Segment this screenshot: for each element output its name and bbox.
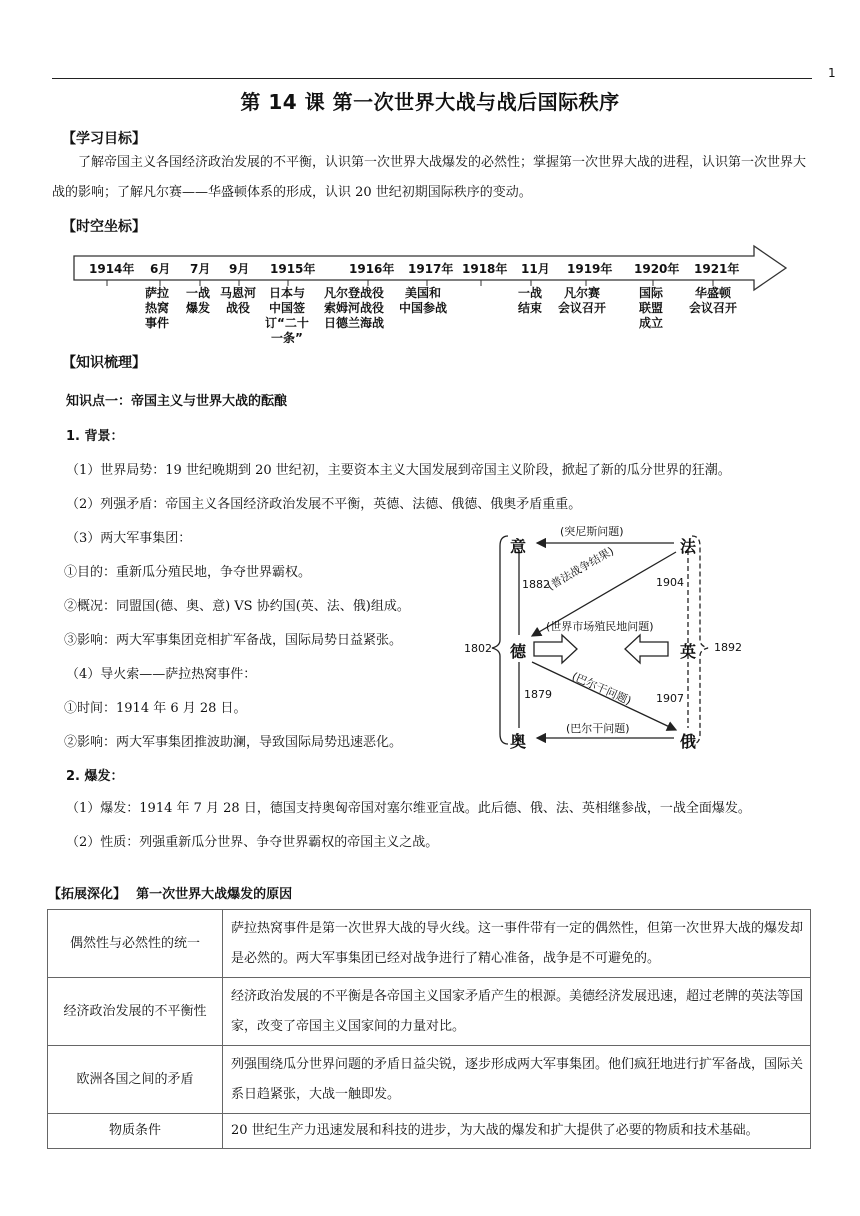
table-key: 经济政治发展的不平衡性: [48, 978, 223, 1046]
timeline-label: 1916年: [349, 262, 395, 276]
timeline-heading: 【时空坐标】: [62, 219, 146, 235]
timeline-event: 美国和 中国参战: [399, 286, 448, 315]
timeline-event: 一战 结束: [518, 286, 543, 315]
bg-line: ②影响：两大军事集团推波助澜，导致国际局势迅速恶化。: [64, 735, 403, 750]
table-row: [48, 910, 811, 978]
timeline-event: 萨拉 热窝 事件: [145, 286, 170, 330]
table-key: 欧洲各国之间的矛盾: [48, 1046, 223, 1114]
timeline: [72, 244, 792, 344]
caption-balkan-bottom: (巴尔干问题): [566, 722, 630, 735]
bg-line: （3）两大军事集团：: [66, 531, 192, 546]
table-key: 物质条件: [48, 1114, 223, 1149]
bg-line: ②概况：同盟国(德、奥、意) VS 协约国(英、法、俄)组成。: [64, 599, 410, 614]
table-value: 萨拉热窝事件是第一次世界大战的导火线。这一事件带有一定的偶然性，但第一次世界大战的爆发却是必然的。两大军事集团已经对战争进行了精心准备，战争是不可避免的。: [223, 910, 811, 978]
timeline-label: 1915年: [270, 262, 316, 276]
timeline-label: 11月: [521, 262, 550, 276]
timeline-label: 6月: [150, 262, 171, 276]
node-italy: 意: [510, 537, 527, 556]
node-france: 法: [680, 537, 697, 556]
bg-line: （2）列强矛盾：帝国主义各国经济政治发展不平衡，英德、法德、俄德、俄奥矛盾重重。: [66, 497, 582, 512]
node-britain: 英: [680, 642, 697, 661]
bg-line: ③影响：两大军事集团竞相扩军备战，国际局势日益紧张。: [64, 633, 403, 648]
extension-title: 第一次世界大战爆发的原因: [136, 887, 293, 902]
goals-text: 了解帝国主义各国经济政治发展的不平衡，认识第一次世界大战爆发的必然性；掌握第一次世界大战的进程，认识第一次世界大战的影响；了解凡尔赛——华盛顿体系的形成，认识 20 世纪初期国际秩序的变动。: [52, 155, 807, 200]
bg-line: （1）世界局势：19 世纪晚期到 20 世纪初，主要资本主义大国发展到帝国主义阶段，掀起了新的瓜分世界的狂潮。: [66, 463, 731, 478]
year-1882: 1882: [522, 578, 550, 591]
timeline-event: 一战 爆发: [186, 286, 211, 315]
table-value: 20 世纪生产力迅速发展和科技的进步，为大战的爆发和扩大提供了必要的物质和技术基础。: [223, 1114, 811, 1149]
bg-line: ①时间：1914 年 6 月 28 日。: [64, 701, 247, 716]
year-1892: 1892: [714, 641, 742, 654]
header-rule: [52, 78, 812, 79]
node-germany: 德: [510, 642, 527, 661]
page-title: 第 14 课 第一次世界大战与战后国际秩序: [240, 90, 620, 114]
year-1802: 1802: [464, 642, 492, 655]
knowledge-heading: 【知识梳理】: [62, 355, 146, 371]
bg-line: ①目的：重新瓜分殖民地，争夺世界霸权。: [64, 565, 312, 580]
outbreak-line: （2）性质：列强重新瓜分世界、争夺世界霸权的帝国主义之战。: [66, 835, 439, 850]
table-value: 经济政治发展的不平衡是各帝国主义国家矛盾产生的根源。美德经济发展迅速，超过老牌的英法等国家，改变了帝国主义国家间的力量对比。: [223, 978, 811, 1046]
alliance-diagram: [462, 520, 740, 752]
timeline-label: 1918年: [462, 262, 508, 276]
timeline-label: 1917年: [408, 262, 454, 276]
table-row: [48, 978, 811, 1046]
timeline-event: 日本与 中国签 订“二十 一条”: [265, 286, 309, 345]
year-1879: 1879: [524, 688, 552, 701]
table-row: [48, 1114, 811, 1149]
caption-franco-prussian: (普法战争结果): [545, 544, 617, 593]
year-1907: 1907: [656, 692, 684, 705]
background-heading: 1. 背景：: [66, 429, 124, 444]
timeline-label: 9月: [229, 262, 250, 276]
caption-tunisia: (突尼斯问题): [560, 525, 624, 538]
timeline-event: 华盛顿 会议召开: [689, 286, 738, 315]
timeline-label: 7月: [190, 262, 211, 276]
timeline-label: 1921年: [694, 262, 740, 276]
outbreak-heading: 2. 爆发：: [66, 769, 124, 784]
outbreak-line: （1）爆发：1914 年 7 月 28 日，德国支持奥匈帝国对塞尔维亚宣战。此后德、俄、法、英相继参战，一战全面爆发。: [66, 801, 751, 816]
table-key: 偶然性与必然性的统一: [48, 910, 223, 978]
timeline-label: 1920年: [634, 262, 680, 276]
goals-heading: 【学习目标】: [62, 131, 146, 147]
extension-heading: 【拓展深化】: [48, 887, 127, 902]
bg-line: （4）导火索——萨拉热窝事件：: [66, 667, 257, 682]
table-value: 列强围绕瓜分世界问题的矛盾日益尖锐，逐步形成两大军事集团。他们疯狂地进行扩军备战，国际关系日趋紧张，大战一触即发。: [223, 1046, 811, 1114]
timeline-event: 国际 联盟 成立: [639, 286, 664, 330]
knowledge-point-1: 知识点一：帝国主义与世界大战的酝酿: [66, 394, 288, 409]
year-1904: 1904: [656, 576, 684, 589]
causes-table: [47, 909, 811, 1149]
timeline-event: 凡尔登战役 索姆河战役 日德兰海战: [324, 286, 385, 330]
page-number: 1: [828, 66, 836, 80]
timeline-event: 马恩河 战役: [220, 286, 257, 315]
table-row: [48, 1046, 811, 1114]
caption-colonial-market: (世界市场殖民地问题): [546, 620, 654, 633]
timeline-label: 1914年: [89, 262, 135, 276]
extension-heading-line: [48, 883, 292, 902]
node-austria: 奥: [510, 732, 527, 751]
node-russia: 俄: [680, 732, 697, 751]
timeline-label: 1919年: [567, 262, 613, 276]
timeline-event: 凡尔赛 会议召开: [558, 286, 607, 315]
caption-balkan-diagonal: (巴尔干问题): [569, 669, 634, 708]
